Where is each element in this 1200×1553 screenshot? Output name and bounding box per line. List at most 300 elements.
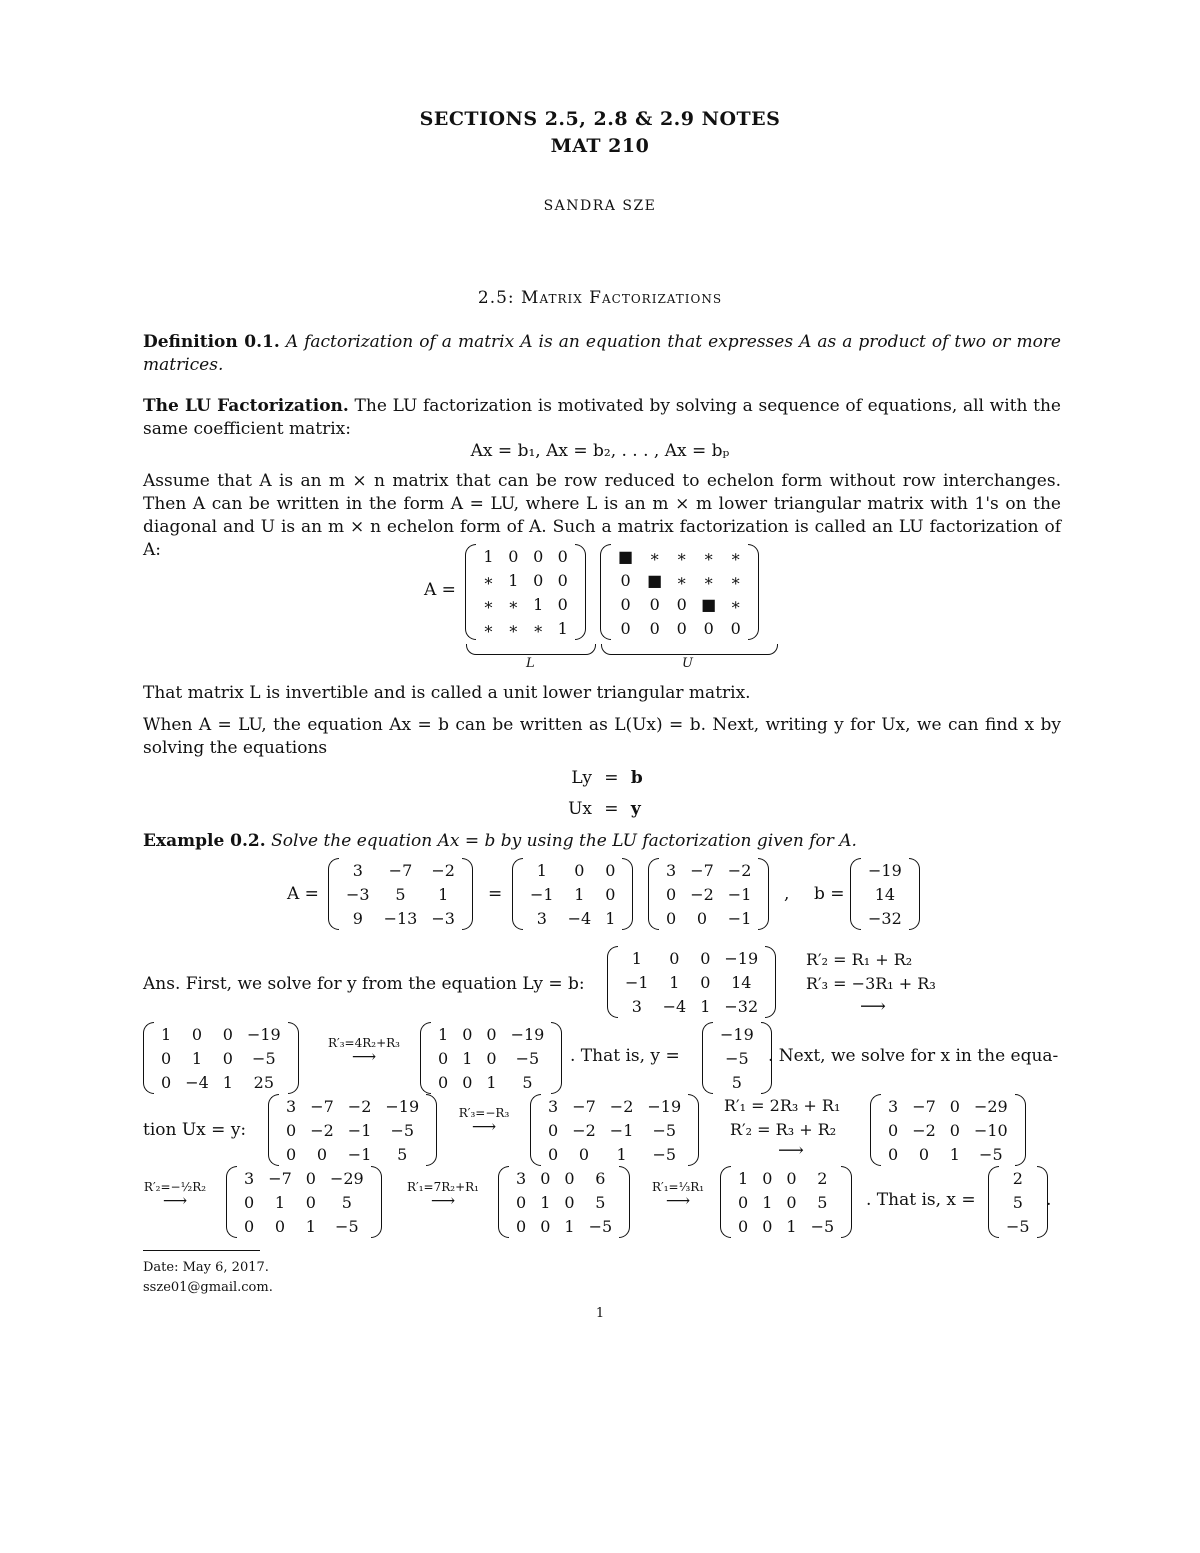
matrix-cell: 0 — [161, 1048, 172, 1068]
matrix-cell: 1 — [540, 1192, 551, 1212]
matrix-cell: −10 — [973, 1120, 1008, 1140]
matrix-row — [237, 1190, 371, 1214]
section-title: 2.5: Matrix Factorizations — [477, 288, 723, 308]
matrix-cell: 1 — [616, 1144, 627, 1164]
matrix-cell: 0 — [286, 1144, 297, 1164]
matrix-body — [339, 858, 462, 930]
matrix-row — [611, 616, 748, 640]
matrix-row — [523, 882, 622, 906]
paper-title: SECTIONS 2.5, 2.8 & 2.9 NOTES — [419, 108, 781, 130]
row-op-4b: R′₂ = R₃ + R₂ — [730, 1120, 837, 1139]
right-paren — [841, 1166, 852, 1238]
matrix-cell: 1 — [557, 618, 568, 638]
sys2-lhs: Ux — [568, 799, 592, 819]
right-paren — [288, 1022, 299, 1094]
matrix-cell: 0 — [786, 1168, 797, 1188]
matrix-cell: 9 — [352, 908, 363, 928]
right-paren — [688, 1094, 699, 1166]
matrix-cell: 0 — [949, 1120, 960, 1140]
matrix-body — [541, 1094, 688, 1166]
matrix-row — [611, 592, 748, 616]
left-paren — [530, 1094, 541, 1166]
matrix-cell: 0 — [557, 546, 568, 566]
matrix-cell: 0 — [533, 570, 544, 590]
matrix-cell: −5 — [588, 1216, 613, 1236]
matrix-cell: 1 — [533, 594, 544, 614]
matrix-body — [523, 858, 622, 930]
matrix-cell: 0 — [620, 570, 631, 590]
augmented-matrix-3 — [420, 1022, 562, 1094]
matrix-cell: 0 — [274, 1216, 286, 1236]
right-paren — [619, 1166, 630, 1238]
matrix-row — [154, 1070, 288, 1094]
matrix-cell: −7 — [572, 1096, 596, 1116]
row-op-7-arrow: ⟶ — [665, 1191, 691, 1211]
left-paren — [328, 858, 339, 930]
U-brace-label: U — [682, 656, 693, 671]
matrix-row — [659, 882, 758, 906]
matrix-body — [279, 1094, 426, 1166]
row-op-6-label: R′₁=7R₂+R₁ — [406, 1180, 479, 1194]
matrix-cell: −2 — [727, 860, 752, 880]
matrix-cell: 0 — [222, 1048, 233, 1068]
matrix-cell: −19 — [724, 948, 759, 968]
matrix-row — [618, 994, 765, 1018]
row-op-6-arrow: ⟶ — [430, 1191, 456, 1211]
lu-assume-paragraph: Assume that A is an m × n matrix that can be row reduced to echelon form without row interchanges. Then A can be written in the form A = LU, where L is an m × m lower triangular matrix with 1's on the diagonal and U is an m × n echelon form of A. Such a matrix factorization is called an LU factorization of A: — [143, 471, 1061, 560]
right-paren — [575, 544, 586, 640]
example-paragraph — [143, 830, 1061, 853]
matrix-cell: −7 — [912, 1096, 936, 1116]
matrix-row — [659, 858, 758, 882]
matrix-cell: ∗ — [483, 618, 494, 638]
matrix-cell: 0 — [222, 1024, 233, 1044]
right-paren — [462, 858, 473, 930]
matrix-cell: 0 — [438, 1072, 449, 1092]
matrix-cell: 1 — [274, 1192, 286, 1212]
matrix-cell: 1 — [738, 1168, 749, 1188]
matrix-row — [731, 1214, 841, 1238]
tion-ux-text: tion Ux = y: — [143, 1120, 247, 1140]
matrix-cell: ∗ — [676, 546, 688, 566]
matrix-cell: 0 — [605, 884, 616, 904]
matrix-cell: ∗ — [703, 570, 715, 590]
example-A-matrix — [328, 858, 473, 930]
matrix-cell: −5 — [652, 1120, 677, 1140]
matrix-cell: 0 — [564, 1168, 575, 1188]
matrix-row — [618, 946, 765, 970]
lu-heading: The LU Factorization. — [143, 396, 349, 416]
matrix-body — [881, 1094, 1015, 1166]
example-b-label: b = — [814, 884, 845, 904]
matrix-body — [431, 1022, 551, 1094]
matrix-cell: −1 — [347, 1144, 372, 1164]
invertible-paragraph: That matrix L is invertible and is called a unit lower triangular matrix. — [143, 683, 751, 703]
matrix-row — [881, 1094, 1015, 1118]
augmented-matrix-8 — [498, 1166, 630, 1238]
matrix-cell: 5 — [1012, 1192, 1023, 1212]
lu-A-label: A = — [424, 580, 456, 600]
matrix-cell: 0 — [557, 570, 568, 590]
matrix-row — [861, 906, 909, 930]
ans-intro: Ans. First, we solve for y from the equation Ly = b: — [143, 974, 585, 994]
right-paren — [909, 858, 920, 930]
sys1-rhs: b — [630, 768, 643, 788]
left-paren — [512, 858, 523, 930]
matrix-row — [431, 1046, 551, 1070]
matrix-cell: 1 — [483, 546, 494, 566]
matrix-cell: −4 — [567, 908, 592, 928]
when-paragraph: When A = LU, the equation Ax = b can be written as L(Ux) = b. Next, writing y for Ux, we can find x by solving the equations — [143, 715, 1061, 758]
matrix-cell: ∗ — [483, 594, 494, 614]
definition-text: A factorization of a matrix A is an equation that expresses A as a product of two or more matrices. — [143, 332, 1061, 375]
matrix-cell: 1 — [305, 1216, 316, 1236]
right-paren — [551, 1022, 562, 1094]
left-paren — [870, 1094, 881, 1166]
matrix-cell: −7 — [310, 1096, 334, 1116]
matrix-cell: 0 — [700, 972, 711, 992]
matrix-body — [476, 544, 575, 640]
matrix-cell: −5 — [252, 1048, 276, 1068]
matrix-cell: −1 — [625, 972, 649, 992]
matrix-body — [861, 858, 909, 930]
matrix-body — [731, 1166, 841, 1238]
row-op-4-arrow: ⟶ — [778, 1140, 804, 1161]
matrix-body — [509, 1166, 619, 1238]
augmented-matrix-1 — [607, 946, 776, 1018]
matrix-cell: 3 — [631, 996, 642, 1016]
row-op-1-arrow: ⟶ — [860, 996, 886, 1017]
matrix-cell: 6 — [595, 1168, 606, 1188]
row-op-5-label: R′₂=−½R₂ — [143, 1180, 207, 1194]
matrix-cell: 0 — [620, 594, 631, 614]
matrix-cell: 3 — [352, 860, 363, 880]
matrix-row — [154, 1046, 288, 1070]
matrix-cell: 0 — [244, 1216, 255, 1236]
matrix-cell: −2 — [690, 884, 714, 904]
row-op-1a: R′₂ = R₁ + R₂ — [806, 950, 913, 969]
lu-intro-text: The LU factorization is motivated by solving a sequence of equations, all with the same coefficient matrix: — [143, 396, 1061, 439]
matrix-cell: −2 — [431, 860, 455, 880]
matrix-cell: 5 — [397, 1144, 408, 1164]
matrix-cell: 0 — [666, 908, 677, 928]
matrix-row — [279, 1118, 426, 1142]
matrix-cell: 1 — [700, 996, 711, 1016]
matrix-row — [279, 1094, 426, 1118]
matrix-cell: 0 — [540, 1168, 551, 1188]
matrix-row — [339, 858, 462, 882]
matrix-cell: 0 — [462, 1024, 473, 1044]
matrix-cell: −2 — [572, 1120, 596, 1140]
matrix-cell: 0 — [696, 908, 708, 928]
augmented-matrix-5 — [530, 1094, 699, 1166]
matrix-row — [731, 1166, 841, 1190]
matrix-cell: 0 — [462, 1072, 473, 1092]
augmented-matrix-4 — [268, 1094, 437, 1166]
matrix-cell: 3 — [536, 908, 547, 928]
matrix-body — [713, 1022, 761, 1094]
matrix-cell: 0 — [533, 546, 544, 566]
definition-label: Definition 0.1. — [143, 332, 280, 352]
matrix-row — [541, 1142, 688, 1166]
matrix-cell: 5 — [731, 1072, 742, 1092]
matrix-cell: −29 — [329, 1168, 364, 1188]
matrix-cell: ∗ — [703, 546, 715, 566]
matrix-cell: −5 — [515, 1048, 540, 1068]
matrix-row — [154, 1022, 288, 1046]
matrix-row — [999, 1214, 1037, 1238]
matrix-cell: 0 — [286, 1120, 297, 1140]
matrix-cell: 0 — [578, 1144, 590, 1164]
matrix-row — [237, 1166, 371, 1190]
matrix-cell: 0 — [557, 594, 568, 614]
matrix-cell: −4 — [185, 1072, 209, 1092]
matrix-cell: ∗ — [483, 570, 494, 590]
matrix-cell: 1 — [669, 972, 680, 992]
matrix-cell: 0 — [676, 594, 687, 614]
matrix-cell: ∗ — [676, 570, 688, 590]
row-op-4a: R′₁ = 2R₃ + R₁ — [724, 1096, 841, 1115]
matrix-cell: 0 — [666, 884, 677, 904]
matrix-row — [611, 568, 748, 592]
final-period: . — [1046, 1190, 1052, 1210]
matrix-cell: 0 — [486, 1024, 497, 1044]
matrix-row — [881, 1142, 1015, 1166]
left-paren — [600, 544, 611, 640]
matrix-cell: 0 — [540, 1216, 551, 1236]
example-A-label: A = — [287, 884, 319, 904]
matrix-cell: 5 — [522, 1072, 533, 1092]
matrix-cell: −5 — [652, 1144, 677, 1164]
left-paren — [226, 1166, 237, 1238]
row-op-2-arrow: ⟶ — [351, 1047, 377, 1067]
matrix-cell: 5 — [595, 1192, 606, 1212]
matrix-cell: −1 — [530, 884, 554, 904]
matrix-row — [523, 858, 622, 882]
matrix-cell: 0 — [888, 1144, 899, 1164]
right-paren — [758, 858, 769, 930]
matrix-cell: 2 — [1012, 1168, 1023, 1188]
matrix-cell: 14 — [874, 884, 896, 904]
matrix-cell: 0 — [516, 1216, 527, 1236]
matrix-cell: 0 — [949, 1096, 960, 1116]
matrix-cell: 0 — [244, 1192, 255, 1212]
matrix-cell: 0 — [700, 948, 711, 968]
matrix-cell: ■ — [701, 594, 717, 614]
left-paren — [268, 1094, 279, 1166]
matrix-cell: 5 — [395, 884, 406, 904]
matrix-cell: 0 — [508, 546, 519, 566]
matrix-cell: 0 — [918, 1144, 930, 1164]
matrix-cell: −29 — [973, 1096, 1008, 1116]
matrix-row — [999, 1190, 1037, 1214]
matrix-cell: 0 — [548, 1120, 559, 1140]
matrix-cell: ∗ — [730, 570, 742, 590]
matrix-cell: −5 — [810, 1216, 835, 1236]
matrix-row — [713, 1070, 761, 1094]
matrix-row — [618, 970, 765, 994]
matrix-cell: 0 — [738, 1192, 749, 1212]
matrix-body — [154, 1022, 288, 1094]
matrix-cell: −5 — [725, 1048, 749, 1068]
matrix-body — [618, 946, 765, 1018]
footnote-date: Date: May 6, 2017. — [143, 1260, 269, 1275]
matrix-row — [861, 858, 909, 882]
sys2-rhs: y — [630, 799, 641, 819]
matrix-row — [509, 1166, 619, 1190]
matrix-row — [611, 544, 748, 568]
matrix-cell: −7 — [690, 860, 714, 880]
footnote-email: ssze01@gmail.com. — [143, 1280, 273, 1295]
matrix-cell: 1 — [631, 948, 642, 968]
matrix-cell: 0 — [762, 1216, 773, 1236]
matrix-cell: 0 — [605, 860, 616, 880]
matrix-cell: −32 — [868, 908, 902, 928]
matrix-row — [509, 1190, 619, 1214]
matrix-cell: 1 — [564, 1216, 575, 1236]
matrix-cell: −1 — [727, 884, 752, 904]
matrix-cell: 3 — [888, 1096, 899, 1116]
matrix-cell: −19 — [720, 1024, 754, 1044]
matrix-cell: 0 — [649, 594, 660, 614]
matrix-cell: 0 — [649, 618, 660, 638]
augmented-matrix-7 — [226, 1166, 382, 1238]
row-op-6 — [396, 1180, 490, 1209]
example-eq-sign: = — [488, 884, 503, 904]
matrix-cell: 3 — [516, 1168, 527, 1188]
matrix-cell: 1 — [462, 1048, 473, 1068]
course-code: MAT 210 — [550, 135, 650, 157]
example-label: Example 0.2. — [143, 831, 266, 851]
matrix-cell: 0 — [305, 1192, 316, 1212]
matrix-cell: 25 — [253, 1072, 275, 1092]
row-op-1b: R′₃ = −3R₁ + R₃ — [806, 974, 936, 993]
matrix-cell: ∗ — [730, 546, 742, 566]
matrix-cell: −19 — [868, 860, 902, 880]
row-op-7 — [642, 1180, 714, 1209]
matrix-row — [881, 1118, 1015, 1142]
matrix-cell: 1 — [486, 1072, 497, 1092]
matrix-cell: 0 — [730, 618, 741, 638]
x-vector — [988, 1166, 1048, 1238]
matrix-cell: 1 — [574, 884, 585, 904]
matrix-row — [431, 1070, 551, 1094]
matrix-cell: −2 — [310, 1120, 334, 1140]
row-op-2-label: R′₃=4R₂+R₃ — [327, 1036, 400, 1050]
L-underbrace — [466, 644, 596, 655]
matrix-row — [731, 1190, 841, 1214]
matrix-cell: −5 — [390, 1120, 415, 1140]
matrix-cell: ■ — [618, 546, 634, 566]
matrix-cell: ∗ — [532, 618, 544, 638]
matrix-cell: 1 — [508, 570, 519, 590]
that-is-y-text: . That is, y = — [570, 1046, 680, 1066]
matrix-cell: −1 — [347, 1120, 372, 1140]
matrix-cell: −2 — [347, 1096, 372, 1116]
matrix-cell: −5 — [1006, 1216, 1030, 1236]
page-number: 1 — [595, 1306, 605, 1321]
example-L-matrix — [512, 858, 633, 930]
matrix-row — [713, 1046, 761, 1070]
matrix-body — [237, 1166, 371, 1238]
matrix-row — [713, 1022, 761, 1046]
matrix-cell: 0 — [438, 1048, 449, 1068]
matrix-body — [999, 1166, 1037, 1238]
row-op-3-label: R′₃=−R₃ — [458, 1106, 510, 1120]
matrix-cell: 0 — [161, 1072, 172, 1092]
author-name: SANDRA SZE — [543, 198, 657, 214]
matrix-cell: 1 — [191, 1048, 203, 1068]
matrix-cell: −19 — [647, 1096, 682, 1116]
matrix-cell: −32 — [724, 996, 759, 1016]
matrix-cell: ∗ — [730, 594, 742, 614]
matrix-cell: ∗ — [649, 546, 661, 566]
matrix-cell: 14 — [731, 972, 752, 992]
row-op-3 — [446, 1106, 522, 1135]
matrix-cell: 0 — [762, 1168, 773, 1188]
matrix-cell: 0 — [574, 860, 585, 880]
left-paren — [465, 544, 476, 640]
matrix-cell: 1 — [762, 1192, 773, 1212]
matrix-cell: 3 — [666, 860, 677, 880]
y-vector — [702, 1022, 772, 1094]
matrix-cell: −3 — [431, 908, 455, 928]
matrix-cell: 0 — [305, 1168, 316, 1188]
matrix-cell: −4 — [662, 996, 687, 1016]
matrix-cell: −5 — [335, 1216, 359, 1236]
matrix-cell: −7 — [388, 860, 413, 880]
matrix-cell: ∗ — [507, 594, 519, 614]
matrix-cell: −5 — [979, 1144, 1003, 1164]
matrix-cell: 0 — [888, 1120, 899, 1140]
matrix-row — [476, 616, 575, 640]
matrix-row — [476, 568, 575, 592]
matrix-row — [523, 906, 622, 930]
matrix-cell: 2 — [817, 1168, 828, 1188]
left-paren — [420, 1022, 431, 1094]
right-paren — [622, 858, 633, 930]
example-U-matrix — [648, 858, 769, 930]
L-brace-label: L — [526, 656, 535, 671]
sys1-eq: = — [604, 768, 619, 788]
matrix-cell: 3 — [286, 1096, 297, 1116]
matrix-cell: −7 — [268, 1168, 292, 1188]
matrix-cell: −19 — [246, 1024, 281, 1044]
augmented-matrix-2 — [143, 1022, 299, 1094]
matrix-cell: 0 — [703, 618, 714, 638]
matrix-cell: 5 — [341, 1192, 352, 1212]
matrix-cell: 0 — [669, 948, 680, 968]
left-paren — [648, 858, 659, 930]
U-underbrace — [601, 644, 778, 655]
definition-paragraph — [143, 331, 1061, 377]
row-op-2 — [318, 1036, 410, 1065]
U-matrix — [600, 544, 759, 640]
matrix-row — [541, 1118, 688, 1142]
matrix-cell: 1 — [786, 1216, 797, 1236]
matrix-cell: ■ — [647, 570, 663, 590]
matrix-row — [659, 906, 758, 930]
right-paren — [426, 1094, 437, 1166]
matrix-body — [659, 858, 758, 930]
matrix-row — [509, 1214, 619, 1238]
matrix-cell: 0 — [548, 1144, 559, 1164]
matrix-cell: 1 — [438, 1024, 449, 1044]
matrix-cell: 0 — [516, 1192, 527, 1212]
left-paren — [850, 858, 861, 930]
matrix-row — [339, 906, 462, 930]
row-op-3-arrow: ⟶ — [471, 1117, 497, 1137]
